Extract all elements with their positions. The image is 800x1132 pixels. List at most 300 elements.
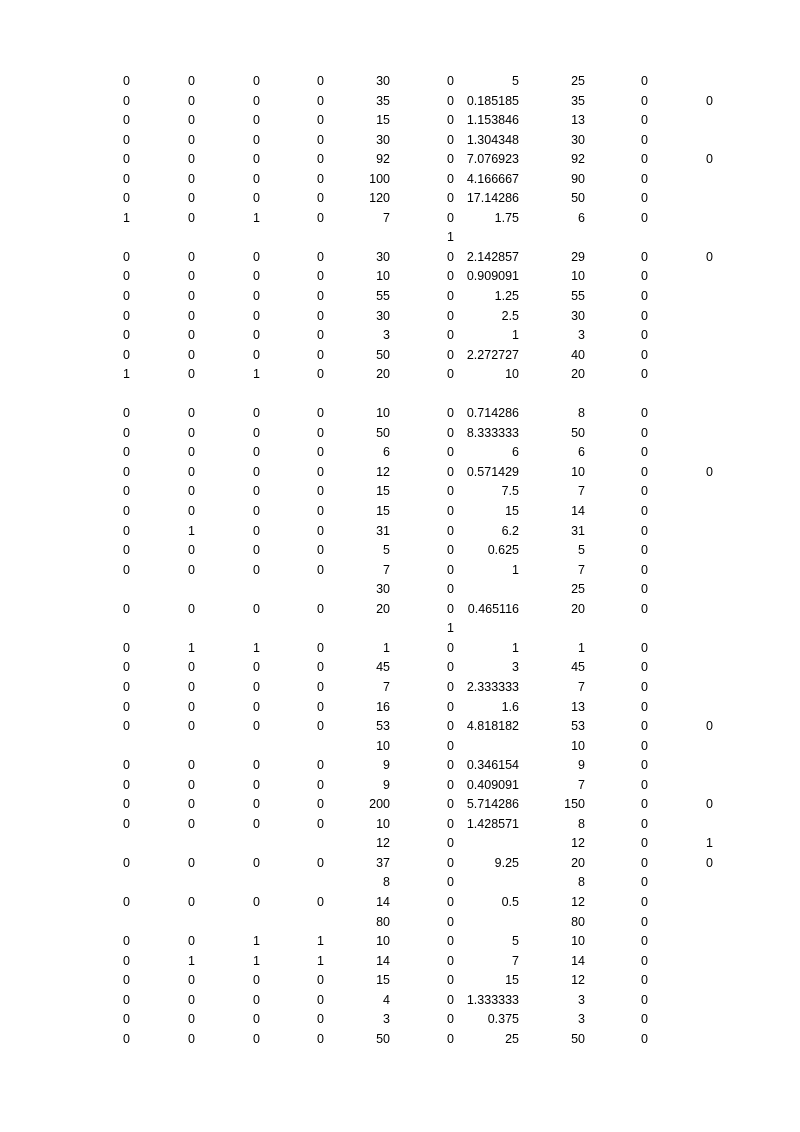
table-cell: 0 xyxy=(641,953,648,968)
table-cell: 31 xyxy=(571,523,585,538)
table-cell: 0 xyxy=(447,875,454,890)
table-cell: 0 xyxy=(641,699,648,714)
table-cell: 0 xyxy=(188,328,195,343)
table-cell: 20 xyxy=(571,601,585,616)
table-cell: 0 xyxy=(253,523,260,538)
table-cell: 0 xyxy=(123,308,130,323)
table-cell: 1 xyxy=(123,367,130,382)
table-cell: 15 xyxy=(376,504,390,519)
table-cell: 35 xyxy=(376,93,390,108)
table-cell: 5 xyxy=(578,543,585,558)
table-cell: 15 xyxy=(505,504,519,519)
table-row xyxy=(0,72,800,92)
table-cell: 0 xyxy=(447,797,454,812)
table-cell: 0 xyxy=(641,1031,648,1046)
table-cell: 0 xyxy=(641,660,648,675)
table-row xyxy=(0,600,800,620)
table-cell: 0 xyxy=(447,992,454,1007)
table-cell: 0 xyxy=(253,816,260,831)
table-cell: 0 xyxy=(447,738,454,753)
table-cell: 0 xyxy=(317,504,324,519)
table-cell: 0 xyxy=(641,738,648,753)
table-cell: 15 xyxy=(505,973,519,988)
table-cell: 0 xyxy=(188,543,195,558)
table-cell: 0 xyxy=(641,582,648,597)
table-cell: 0 xyxy=(317,543,324,558)
table-cell: 8 xyxy=(383,875,390,890)
table-cell: 12 xyxy=(571,973,585,988)
table-cell: 0 xyxy=(641,992,648,1007)
table-cell: 0.375 xyxy=(487,1012,519,1027)
table-cell: 0 xyxy=(706,797,713,812)
table-cell: 3 xyxy=(512,660,519,675)
table-cell: 0 xyxy=(188,934,195,949)
table-cell: 0 xyxy=(447,973,454,988)
table-cell: 0 xyxy=(447,719,454,734)
table-cell: 0 xyxy=(188,797,195,812)
table-cell: 20 xyxy=(571,367,585,382)
table-cell: 9 xyxy=(383,758,390,773)
table-cell: 0 xyxy=(123,953,130,968)
table-cell: 0 xyxy=(253,269,260,284)
table-cell: 0 xyxy=(447,406,454,421)
table-cell: 0 xyxy=(447,113,454,128)
table-cell: 0 xyxy=(123,445,130,460)
table-cell: 0 xyxy=(188,758,195,773)
table-cell: 0 xyxy=(123,113,130,128)
table-cell: 1 xyxy=(188,953,195,968)
table-cell: 30 xyxy=(376,74,390,88)
table-cell: 1.428571 xyxy=(466,816,519,831)
table-cell: 0 xyxy=(641,210,648,225)
table-cell: 0 xyxy=(447,894,454,909)
table-cell: 7.5 xyxy=(501,484,519,499)
table-cell: 0 xyxy=(641,543,648,558)
table-cell: 0 xyxy=(317,894,324,909)
table-cell: 0 xyxy=(447,289,454,304)
table-cell: 1 xyxy=(253,640,260,655)
table-cell: 0 xyxy=(317,699,324,714)
table-cell: 0 xyxy=(123,660,130,675)
table-cell: 4.166667 xyxy=(466,171,519,186)
table-cell: 0 xyxy=(123,425,130,440)
table-cell: 0 xyxy=(447,934,454,949)
table-cell: 0 xyxy=(188,74,195,88)
table-cell: 0 xyxy=(447,132,454,147)
table-cell: 0 xyxy=(447,308,454,323)
table-cell: 3 xyxy=(578,992,585,1007)
table-cell: 45 xyxy=(571,660,585,675)
table-cell: 0 xyxy=(253,74,260,88)
table-cell: 0 xyxy=(641,191,648,206)
table-cell: 3 xyxy=(578,1012,585,1027)
table-row xyxy=(0,482,800,502)
table-cell: 0 xyxy=(253,562,260,577)
table-cell: 1 xyxy=(512,562,519,577)
table-cell: 0 xyxy=(641,816,648,831)
table-cell: 10 xyxy=(376,816,390,831)
table-cell: 0 xyxy=(253,171,260,186)
table-row xyxy=(0,854,800,874)
table-cell: 0 xyxy=(706,152,713,167)
table-cell: 0 xyxy=(317,992,324,1007)
table-cell: 15 xyxy=(376,973,390,988)
table-cell: 0 xyxy=(123,679,130,694)
table-cell: 0 xyxy=(641,914,648,929)
table-cell: 0 xyxy=(317,445,324,460)
table-cell: 17.14286 xyxy=(466,191,519,206)
table-cell: 0 xyxy=(253,289,260,304)
table-cell: 0 xyxy=(123,328,130,343)
table-cell: 0 xyxy=(123,719,130,734)
table-cell: 0 xyxy=(641,640,648,655)
table-cell: 0 xyxy=(188,289,195,304)
table-cell: 0.409091 xyxy=(466,777,519,792)
table-cell: 0 xyxy=(641,249,648,264)
table-cell: 14 xyxy=(571,504,585,519)
table-cell: 12 xyxy=(571,836,585,851)
table-cell: 0 xyxy=(123,894,130,909)
table-cell: 0 xyxy=(253,1031,260,1046)
table-row xyxy=(0,639,800,659)
table-cell: 0 xyxy=(447,699,454,714)
table-cell: 0 xyxy=(317,93,324,108)
table-cell: 8 xyxy=(578,816,585,831)
table-cell: 10 xyxy=(376,269,390,284)
table-cell: 0 xyxy=(317,1012,324,1027)
table-cell: 0 xyxy=(447,1012,454,1027)
table-cell: 10 xyxy=(376,406,390,421)
table-cell: 0 xyxy=(188,249,195,264)
table-cell: 0 xyxy=(447,328,454,343)
table-cell: 10 xyxy=(505,367,519,382)
table-cell: 0 xyxy=(641,269,648,284)
table-cell: 0 xyxy=(188,679,195,694)
table-cell: 0 xyxy=(641,132,648,147)
table-cell: 0 xyxy=(188,132,195,147)
table-row xyxy=(0,385,800,405)
table-cell: 0 xyxy=(706,719,713,734)
table-cell: 50 xyxy=(376,1031,390,1046)
table-cell: 8 xyxy=(578,406,585,421)
table-cell: 0 xyxy=(641,328,648,343)
table-cell: 0 xyxy=(123,74,130,88)
table-cell: 0 xyxy=(188,152,195,167)
table-cell: 0 xyxy=(317,719,324,734)
table-cell: 0 xyxy=(317,464,324,479)
table-cell: 1.6 xyxy=(501,699,519,714)
table-cell: 0 xyxy=(253,93,260,108)
table-cell: 0 xyxy=(123,562,130,577)
table-cell: 6 xyxy=(578,210,585,225)
table-cell: 0 xyxy=(641,875,648,890)
table-row xyxy=(0,170,800,190)
table-cell: 0 xyxy=(641,484,648,499)
table-cell: 20 xyxy=(376,601,390,616)
table-cell: 80 xyxy=(376,914,390,929)
table-cell: 0 xyxy=(317,406,324,421)
table-row xyxy=(0,678,800,698)
table-cell: 0 xyxy=(123,464,130,479)
table-cell: 0 xyxy=(317,660,324,675)
table-cell: 20 xyxy=(376,367,390,382)
table-cell: 0 xyxy=(188,308,195,323)
table-cell: 7 xyxy=(578,562,585,577)
table-cell: 25 xyxy=(571,74,585,88)
table-cell: 0 xyxy=(253,973,260,988)
table-cell: 0 xyxy=(188,406,195,421)
table-cell: 0.909091 xyxy=(466,269,519,284)
table-cell: 14 xyxy=(571,953,585,968)
table-cell: 0 xyxy=(188,445,195,460)
table-cell: 0 xyxy=(188,347,195,362)
table-cell: 16 xyxy=(376,699,390,714)
table-cell: 0 xyxy=(123,523,130,538)
table-row xyxy=(0,443,800,463)
table-cell: 0 xyxy=(447,171,454,186)
table-cell: 0 xyxy=(123,855,130,870)
table-cell: 0 xyxy=(447,679,454,694)
table-cell: 0 xyxy=(123,249,130,264)
table-cell: 0 xyxy=(188,425,195,440)
table-cell: 20 xyxy=(571,855,585,870)
table-row xyxy=(0,658,800,678)
table-cell: 7 xyxy=(578,777,585,792)
table-cell: 6 xyxy=(383,445,390,460)
table-cell: 0 xyxy=(447,543,454,558)
table-cell: 15 xyxy=(376,484,390,499)
table-cell: 30 xyxy=(376,308,390,323)
table-cell: 0 xyxy=(447,953,454,968)
table-cell: 200 xyxy=(369,797,390,812)
table-cell: 0 xyxy=(447,484,454,499)
table-cell: 0 xyxy=(641,562,648,577)
table-cell: 0 xyxy=(447,464,454,479)
table-cell: 0 xyxy=(447,249,454,264)
table-row xyxy=(0,287,800,307)
table-row xyxy=(0,717,800,737)
table-cell: 0 xyxy=(188,816,195,831)
table-cell: 2.142857 xyxy=(466,249,519,264)
table-cell: 9 xyxy=(383,777,390,792)
table-cell: 0 xyxy=(253,425,260,440)
table-cell: 0 xyxy=(188,464,195,479)
table-cell: 1 xyxy=(253,367,260,382)
table-row xyxy=(0,776,800,796)
table-row xyxy=(0,267,800,287)
table-row xyxy=(0,619,800,639)
table-cell: 1 xyxy=(447,230,454,245)
table-cell: 0 xyxy=(447,660,454,675)
table-cell: 6.2 xyxy=(501,523,519,538)
table-cell: 0 xyxy=(123,191,130,206)
table-cell: 0 xyxy=(253,406,260,421)
table-cell: 0 xyxy=(447,445,454,460)
table-cell: 0 xyxy=(641,113,648,128)
table-cell: 0.465116 xyxy=(467,601,519,616)
table-cell: 0 xyxy=(253,758,260,773)
table-cell: 29 xyxy=(571,249,585,264)
table-cell: 10 xyxy=(571,269,585,284)
table-row xyxy=(0,1030,800,1050)
table-cell: 50 xyxy=(376,425,390,440)
table-cell: 0 xyxy=(317,816,324,831)
table-cell: 0 xyxy=(317,523,324,538)
table-cell: 0 xyxy=(188,699,195,714)
table-cell: 0 xyxy=(447,758,454,773)
table-cell: 0 xyxy=(641,719,648,734)
table-cell: 0.185185 xyxy=(466,93,519,108)
table-row xyxy=(0,737,800,757)
table-cell: 5 xyxy=(512,74,519,88)
table-cell: 0 xyxy=(123,269,130,284)
table-cell: 1 xyxy=(123,210,130,225)
table-cell: 0 xyxy=(317,797,324,812)
table-cell: 0 xyxy=(447,816,454,831)
table-cell: 45 xyxy=(376,660,390,675)
table-cell: 0 xyxy=(253,308,260,323)
table-cell: 10 xyxy=(571,464,585,479)
table-row xyxy=(0,522,800,542)
table-cell: 55 xyxy=(376,289,390,304)
table-cell: 0 xyxy=(188,191,195,206)
table-cell: 25 xyxy=(505,1031,519,1046)
table-row xyxy=(0,561,800,581)
table-cell: 0 xyxy=(253,777,260,792)
table-cell: 92 xyxy=(376,152,390,167)
table-row xyxy=(0,834,800,854)
table-cell: 0 xyxy=(253,894,260,909)
table-cell: 0 xyxy=(188,367,195,382)
table-cell: 0 xyxy=(641,679,648,694)
table-row xyxy=(0,541,800,561)
table-cell: 0 xyxy=(123,171,130,186)
table-row xyxy=(0,92,800,112)
table-cell: 0 xyxy=(188,660,195,675)
table-cell: 50 xyxy=(571,425,585,440)
table-cell: 0 xyxy=(641,347,648,362)
table-cell: 0 xyxy=(188,1012,195,1027)
table-row xyxy=(0,952,800,972)
table-cell: 53 xyxy=(571,719,585,734)
table-cell: 5 xyxy=(512,934,519,949)
table-cell: 50 xyxy=(571,1031,585,1046)
table-cell: 0 xyxy=(253,855,260,870)
table-cell: 0 xyxy=(253,797,260,812)
table-row xyxy=(0,424,800,444)
table-cell: 0.571429 xyxy=(466,464,519,479)
table-cell: 0 xyxy=(641,934,648,949)
table-cell: 0 xyxy=(317,249,324,264)
table-cell: 40 xyxy=(571,347,585,362)
table-cell: 1 xyxy=(706,836,713,851)
table-row xyxy=(0,404,800,424)
table-cell: 5.714286 xyxy=(466,797,519,812)
table-row xyxy=(0,346,800,366)
table-cell: 0 xyxy=(253,679,260,694)
table-cell: 0 xyxy=(447,191,454,206)
table-cell: 0 xyxy=(123,543,130,558)
table-cell: 0 xyxy=(123,347,130,362)
table-cell: 1 xyxy=(253,210,260,225)
table-cell: 1 xyxy=(512,328,519,343)
table-cell: 0 xyxy=(641,406,648,421)
table-cell: 0 xyxy=(123,601,130,616)
table-cell: 0 xyxy=(188,210,195,225)
table-cell: 0 xyxy=(188,113,195,128)
table-cell: 9.25 xyxy=(494,855,519,870)
table-cell: 0 xyxy=(447,210,454,225)
table-cell: 35 xyxy=(571,93,585,108)
table-cell: 0 xyxy=(641,445,648,460)
table-cell: 92 xyxy=(571,152,585,167)
table-cell: 7 xyxy=(383,679,390,694)
table-cell: 0 xyxy=(123,797,130,812)
table-cell: 0 xyxy=(447,855,454,870)
table-row xyxy=(0,463,800,483)
table-cell: 0 xyxy=(641,973,648,988)
table-cell: 0 xyxy=(123,289,130,304)
table-row xyxy=(0,893,800,913)
table-cell: 3 xyxy=(578,328,585,343)
table-cell: 0 xyxy=(253,445,260,460)
table-cell: 0.714286 xyxy=(466,406,519,421)
table-cell: 10 xyxy=(376,738,390,753)
table-cell: 0 xyxy=(317,308,324,323)
table-cell: 1.333333 xyxy=(466,992,519,1007)
table-cell: 0 xyxy=(706,93,713,108)
table-cell: 15 xyxy=(376,113,390,128)
table-cell: 30 xyxy=(571,308,585,323)
table-cell: 5 xyxy=(383,543,390,558)
table-cell: 3 xyxy=(383,1012,390,1027)
table-cell: 0 xyxy=(123,699,130,714)
table-cell: 30 xyxy=(376,249,390,264)
table-cell: 0 xyxy=(641,464,648,479)
table-cell: 0 xyxy=(447,504,454,519)
table-cell: 100 xyxy=(369,171,390,186)
table-cell: 0 xyxy=(253,152,260,167)
table-row xyxy=(0,131,800,151)
table-cell: 0 xyxy=(123,973,130,988)
table-row xyxy=(0,307,800,327)
table-cell: 1.25 xyxy=(494,289,519,304)
table-cell: 0 xyxy=(123,934,130,949)
table-cell: 0 xyxy=(188,855,195,870)
table-cell: 0 xyxy=(317,132,324,147)
table-cell: 0.5 xyxy=(501,894,519,909)
table-row xyxy=(0,189,800,209)
table-cell: 0 xyxy=(447,562,454,577)
table-cell: 7 xyxy=(578,679,585,694)
table-cell: 0 xyxy=(188,562,195,577)
table-row xyxy=(0,248,800,268)
table-cell: 1 xyxy=(447,621,454,636)
table-cell: 2.5 xyxy=(501,308,519,323)
table-cell: 0 xyxy=(123,152,130,167)
table-cell: 0 xyxy=(253,719,260,734)
table-cell: 0 xyxy=(317,171,324,186)
table-cell: 0 xyxy=(253,601,260,616)
table-cell: 4.818182 xyxy=(466,719,519,734)
table-cell: 12 xyxy=(376,836,390,851)
table-cell: 1 xyxy=(578,640,585,655)
table-cell: 0 xyxy=(188,777,195,792)
table-cell: 0 xyxy=(641,289,648,304)
table-cell: 0 xyxy=(253,328,260,343)
table-cell: 0 xyxy=(641,74,648,88)
table-cell: 30 xyxy=(376,132,390,147)
